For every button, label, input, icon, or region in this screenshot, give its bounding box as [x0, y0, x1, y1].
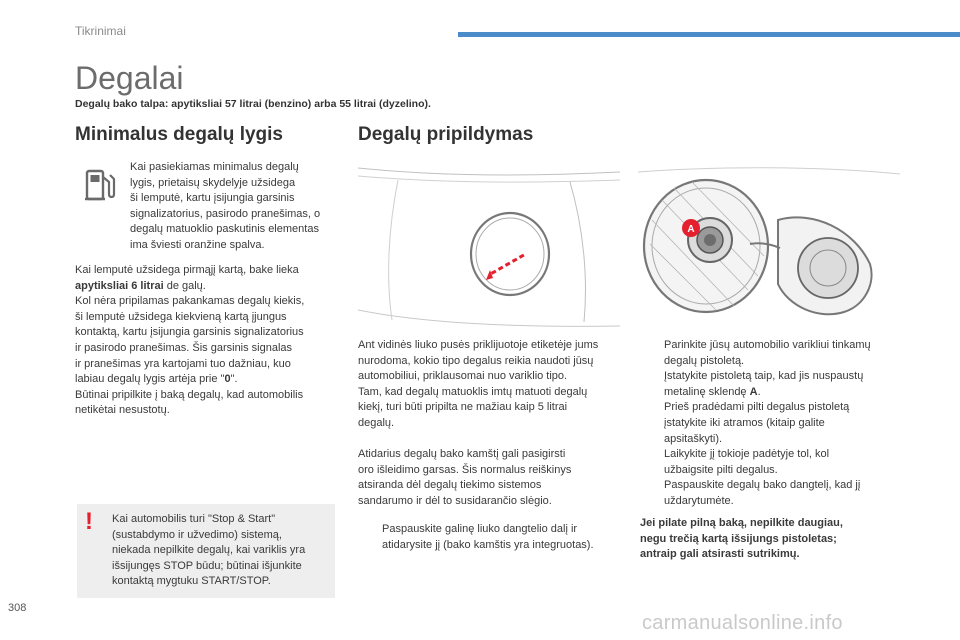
list-item	[640, 478, 902, 509]
list-item	[640, 447, 902, 478]
text-line: ir pasirodo pranešimas. Šis garsinis signalas	[75, 341, 293, 354]
minimum-fuel-warning-text	[130, 160, 342, 254]
page-number: 308	[8, 602, 27, 614]
text-line: Kai pasiekiamas minimalus degalų	[130, 161, 299, 173]
text-line: lygis, prietaisų skydelyje užsidega	[130, 176, 296, 189]
text-line: Kol nėra pripilamas pakankamas degalų kiekis,	[75, 295, 305, 308]
stop-start-notice-text	[112, 512, 332, 590]
text-line: apsitaškyti).	[664, 432, 723, 445]
text-line: oro išleidimo garsas. Šis normalus reiškinys	[358, 463, 572, 476]
flap-label-a: A	[749, 385, 758, 398]
text-line: atsiranda dėl degalų tiekimo sistemos	[358, 479, 542, 492]
text-line: Atidarius degalų bako kamštį gali pasigirsti	[358, 448, 566, 460]
list-item	[640, 400, 902, 447]
full-tank-warning	[640, 516, 902, 563]
text-line: Kai automobilis turi "Stop & Start"	[112, 513, 276, 525]
refuelling-steps	[640, 338, 902, 510]
text-line: atidarysite jį (bako kamštis yra integruotas).	[382, 538, 594, 551]
text-line: metalinę sklendę A.	[664, 385, 761, 398]
header-accent-bar	[458, 32, 960, 37]
text-line: kontaktą, kartu įsijungia garsinis signalizatorius	[75, 326, 304, 339]
text-line: Jei pilate pilną baką, nepilkite daugiau,	[640, 517, 843, 529]
text-line: niekada nepilkite degalų, kai variklis yra	[112, 544, 306, 557]
text-line: uždarytumėte.	[664, 494, 734, 507]
fuel-pump-icon	[84, 167, 116, 203]
text-line: labiau degalų lygis artėja prie "0".	[75, 373, 238, 386]
text-line: kiekį, turi būti pripilta ne mažiau kaip 5 litrai	[358, 401, 568, 414]
list-item	[640, 338, 902, 369]
section-label: Tikrinimai	[75, 24, 126, 38]
watermark: carmanualsonline.info	[642, 612, 843, 634]
fuel-filler-neck-illustration	[638, 160, 900, 330]
text-line: Paspauskite galinę liuko dangtelio dalį ir	[382, 523, 578, 535]
heading-refuelling: Degalų pripildymas	[358, 124, 534, 145]
open-flap-steps	[358, 522, 620, 553]
text-line: sandarumo ir dėl to susidarančio slėgio.	[358, 494, 552, 507]
reserve-amount: apytiksliai 6 litrai	[75, 279, 164, 292]
text-line: antraip gali atsirasti sutrikimų.	[640, 548, 800, 561]
text-line: automobiliui, priklausomai nuo variklio tipo.	[358, 370, 568, 383]
list-item	[640, 369, 902, 400]
text-line: apytiksliai 6 litrai de galų.	[75, 279, 206, 292]
text-line: užbaigsite pilti degalus.	[664, 463, 778, 476]
text-line: Prieš pradėdami pilti degalus pistoletą	[664, 401, 850, 414]
text-line: Ant vidinės liuko pusės priklijuotoje etiketėje jums	[358, 339, 599, 351]
warning-exclamation-icon: !	[85, 508, 93, 535]
text-line: Būtinai pripilkite į baką degalų, kad automobilis	[75, 388, 304, 401]
text-line: degalų matuoklio paskutinis elementas	[130, 223, 319, 236]
text-line: (sustabdymo ir užvedimo) sistemą,	[112, 528, 282, 541]
text-line: ši lemputė užsidega kiekvieną kartą įjungus	[75, 310, 287, 323]
text-line: Parinkite jūsų automobilio varikliui tinkamų	[664, 339, 871, 351]
fuel-label-paragraph	[358, 338, 620, 432]
text-line: Laikykite jį tokioje padėtyje tol, kol	[664, 448, 830, 461]
text-line: netikėtai nesustotų.	[75, 404, 170, 417]
text-line: Tam, kad degalų matuoklis imtų matuoti degalų	[358, 385, 588, 398]
text-line: Įstatykite pistoletą taip, kad jis nuspaustų	[664, 370, 864, 383]
text-line: degalų.	[358, 416, 395, 429]
text-line: ima šviesti oranžine spalva.	[130, 238, 265, 251]
text-line: išsijungęs STOP būdu; būtinai išjunkite	[112, 559, 302, 572]
text-line: Paspauskite degalų bako dangtelį, kad jį	[664, 479, 861, 492]
text-line: signalizatorius, pasirodo pranešimas, o	[130, 207, 321, 220]
heading-minimum-fuel-level: Minimalus degalų lygis	[75, 124, 283, 145]
callout-label-a: A	[687, 224, 695, 235]
text-line: kontaktą mygtuku START/STOP.	[112, 575, 271, 588]
air-release-paragraph	[358, 447, 620, 509]
text-line: nurodoma, kokio tipo degalus reikia naudoti jūsų	[358, 354, 594, 367]
list-item	[358, 522, 620, 553]
fuel-reserve-paragraph	[75, 263, 345, 419]
text-line: ši lemputė, kartu įsijungia garsinis	[130, 192, 295, 205]
text-line: Kai lemputė užsidega pirmąjį kartą, bake lieka	[75, 264, 299, 276]
fuel-flap-illustration	[358, 160, 620, 330]
text-line: įstatykite iki atramos (kitaip galite	[664, 416, 825, 429]
text-line: degalų pistoletą.	[664, 354, 745, 367]
zero-value: 0	[224, 373, 231, 386]
text-line: ir pranešimas yra kartojami tuo dažniau, kuo	[75, 357, 291, 370]
text-line: negu trečią kartą išsijungs pistoletas;	[640, 532, 837, 545]
page-title: Degalai	[75, 60, 184, 96]
page-subtitle: Degalų bako talpa: apytiksliai 57 litrai (benzino) arba 55 litrai (dyzelino).	[75, 98, 431, 110]
